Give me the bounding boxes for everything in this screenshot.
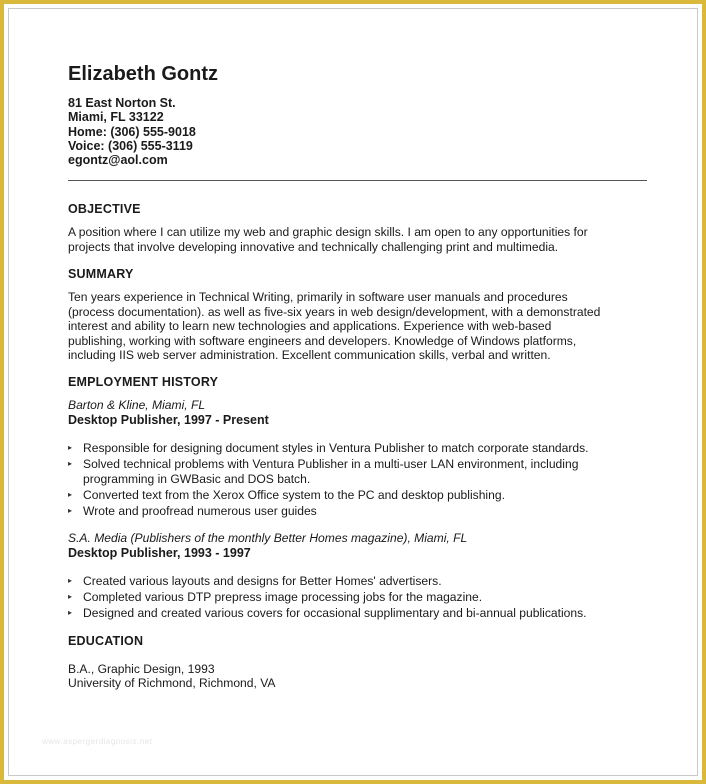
header-divider (68, 180, 647, 181)
education-text (68, 662, 648, 691)
site-watermark: www.aspergerdiagnosis.net (42, 737, 153, 746)
objective-text (68, 225, 648, 254)
job-employer: S.A. Media (Publishers of the monthly Better Homes magazine), Miami, FL (68, 531, 468, 546)
duty-item: ▸ Solved technical problems with Ventura Publisher in a multi-user LAN environment, including programming in GWBasic and DOS batch. (68, 457, 579, 486)
duty-item: ▸ Wrote and proofread numerous user guides (68, 503, 317, 518)
summary-line: publishing, working with software engineers and developers. Knowledge of Windows platforms, (68, 333, 577, 348)
job-entry (68, 531, 648, 620)
duty-item: ▸ Created various layouts and designs for Better Homes' advertisers. (68, 573, 442, 588)
resume-name: Elizabeth Gontz (68, 63, 218, 85)
summary-line: Ten years experience in Technical Writing, primarily in software user manuals and procedures (68, 290, 568, 305)
job-duties-list (68, 441, 648, 519)
summary-line: interest and ability to learn new technologies and applications. Experience with web-based (68, 319, 552, 334)
triangle-bullet-icon: ▸ (68, 489, 73, 499)
education-heading: EDUCATION (68, 633, 144, 648)
email-address: egontz@aol.com (68, 153, 168, 168)
voice-phone: Voice: (306) 555-3119 (68, 138, 193, 153)
objective-line: A position where I can utilize my web and graphic design skills. I am open to any opportunities for (68, 225, 588, 240)
duty-item: ▸ Responsible for designing document styles in Ventura Publisher to match corporate standards. (68, 440, 589, 455)
job-role: Desktop Publisher, 1993 - 1997 (68, 545, 251, 560)
duty-item: ▸ Completed various DTP prepress image processing jobs for the magazine. (68, 590, 483, 605)
contact-block (68, 96, 648, 167)
school-line: University of Richmond, Richmond, VA (68, 676, 276, 691)
objective-heading: OBJECTIVE (68, 202, 141, 217)
triangle-bullet-icon: ▸ (68, 608, 73, 618)
job-employer: Barton & Kline, Miami, FL (68, 398, 206, 413)
home-phone: Home: (306) 555-9018 (68, 124, 196, 139)
resume-page (68, 62, 648, 691)
triangle-bullet-icon: ▸ (68, 592, 73, 602)
summary-line: (process documentation). as well as five-six years in web design/development, with a demonstrated (68, 304, 601, 319)
triangle-bullet-icon: ▸ (68, 459, 73, 469)
job-entry (68, 398, 648, 518)
degree-line: B.A., Graphic Design, 1993 (68, 661, 215, 676)
triangle-bullet-icon: ▸ (68, 505, 73, 515)
duty-item: ▸ Converted text from the Xerox Office system to the PC and desktop publishing. (68, 487, 505, 502)
employment-heading: EMPLOYMENT HISTORY (68, 375, 219, 390)
summary-text (68, 290, 648, 362)
triangle-bullet-icon: ▸ (68, 442, 73, 452)
summary-line: including IIS web server administration. Excellent communication skills, verbal and written. (68, 347, 551, 362)
job-role: Desktop Publisher, 1997 - Present (68, 412, 269, 427)
job-duties-list (68, 574, 648, 621)
duty-item: ▸ Designed and created various covers for occasional supplimentary and bi-annual publications. (68, 606, 587, 621)
summary-heading: SUMMARY (68, 267, 134, 282)
address-line-2: Miami, FL 33122 (68, 110, 164, 125)
address-line-1: 81 East Norton St. (68, 96, 176, 110)
triangle-bullet-icon: ▸ (68, 575, 73, 585)
objective-line: projects that involve developing innovative and technically challenging print and multimedia. (68, 239, 559, 254)
